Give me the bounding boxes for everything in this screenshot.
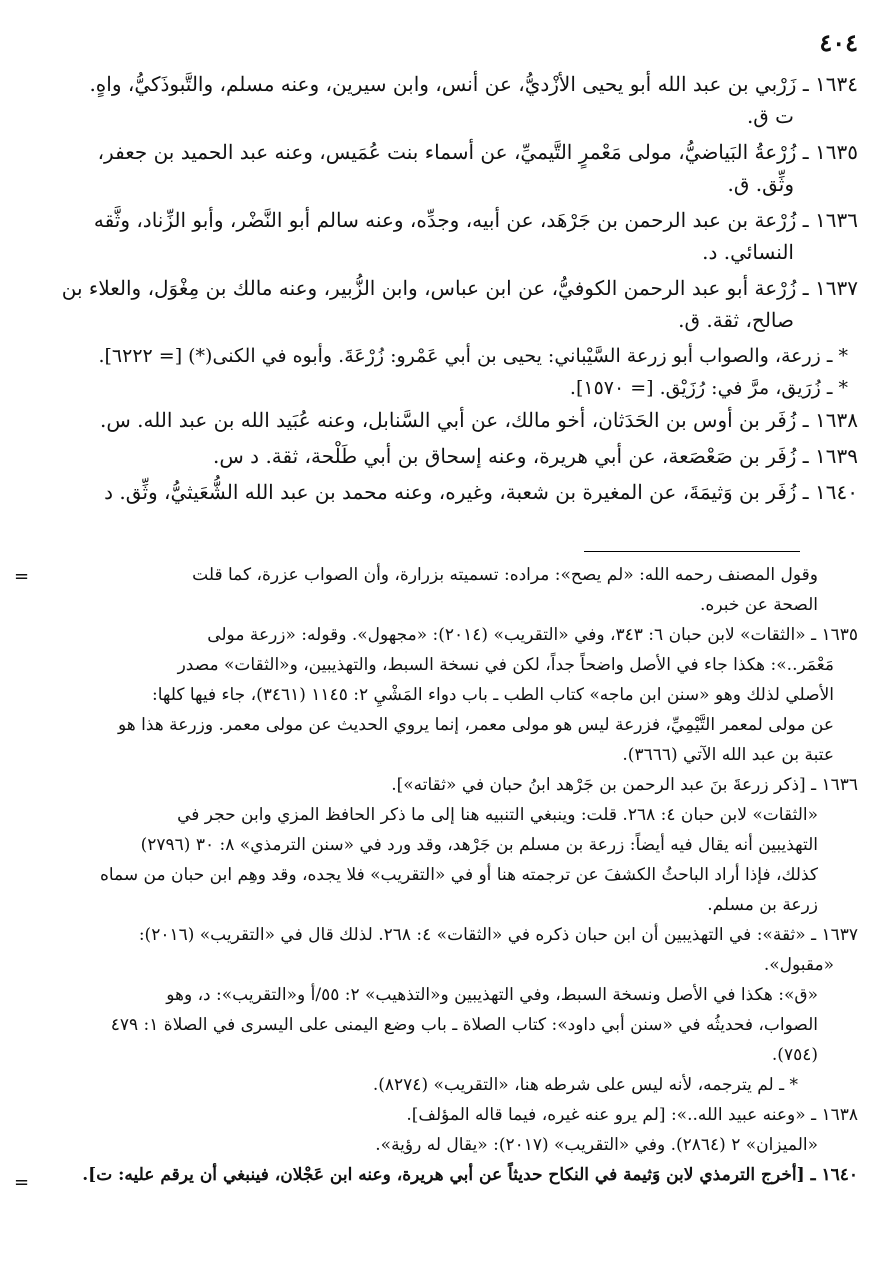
entry-1637 xyxy=(22,272,858,336)
entry-line-cont: وثِّق. ق. xyxy=(727,172,794,196)
entry-line-cont: صالح، ثقة. ق. xyxy=(678,308,794,332)
footnote-1637 xyxy=(22,920,858,980)
footnote-1636 xyxy=(22,800,858,920)
entry-1635 xyxy=(22,136,858,200)
entry-line: ١٦٣٤ ـ زَرْبي بن عبد الله أبو يحيى الأزْديُّ، عن أنس، وابن سيرين، وعنه مسلم، والتَّبوذَكيُّ، واهٍ. xyxy=(89,72,858,96)
page-number: ٤٠٤ xyxy=(819,28,858,57)
footnote-line: عتبة بن عبد الله الآتي (٣٦٦٦). xyxy=(622,745,834,765)
footnote-line: الصحة عن خبره. xyxy=(700,595,818,615)
footnote-1635 xyxy=(22,620,858,770)
entry-line-cont: ت ق. xyxy=(746,104,794,128)
footnote-line: (٧٥٤). xyxy=(771,1045,818,1065)
footnote-line: مَعْمَر..»: هكذا جاء في الأصل واضحاً جداً، لكن في نسخة السبط، والتهذيبين، و«الثقات» مصدر xyxy=(177,655,834,675)
footnote-1638: «الميزان» ٢ (٢٨٦٤). وفي «التقريب» (٢٠١٧): «يقال له رؤية». xyxy=(375,1135,818,1155)
entry-line-cont: النسائي. د. xyxy=(702,240,794,264)
footnote-line: ١٦٣٥ ـ «الثقات» لابن حبان ٦: ٣٤٣، وفي «التقريب» (٢٠١٤): «مجهول». وقوله: «زرعة مولى xyxy=(207,625,858,645)
entry-line: ١٦٣٥ ـ زُرْعةُ البَياضيُّ، مولى مَعْمرٍ التَّيميِّ، عن أسماء بنت عُمَيس، وعنه عبد الحميد بن جعفر، xyxy=(97,140,858,164)
footnote-line: «ق»: هكذا في الأصل ونسخة السبط، وفي التهذيبين و«التذهيب» ٢: ٥٥/أ و«التقريب»: د، وهو xyxy=(166,985,818,1005)
footnote-line: الصواب، فحديثُه في «سنن أبي داود»: كتاب الصلاة ـ باب وضع اليمنى على اليسرى في الصلاة ١: ٤٧٩ xyxy=(110,1015,818,1035)
footnote-star: * ـ لم يترجمه، لأنه ليس على شرطه هنا، «التقريب» (٨٢٧٤). xyxy=(372,1075,798,1095)
footnote-line: «الثقات» لابن حبان ٤: ٢٦٨. قلت: وينبغي التنبيه هنا إلى ما ذكر الحافظ المزي وابن حجر في xyxy=(177,805,818,825)
entry-1639: ١٦٣٩ ـ زُفَر بن صَعْصَعة، عن أبي هريرة، وعنه إسحاق بن أبي طَلْحة، ثقة. د س. xyxy=(213,444,858,468)
entry-line: ١٦٣٦ ـ زُرْعة بن عبد الرحمن بن جَرْهَد، عن أبيه، وجدِّه، وعنه سالم أبو النَّضْر، وأبو الزِّناد، وثَّقه xyxy=(93,208,858,232)
footnote-line: الأصلي لذلك وهو «سنن ابن ماجه» كتاب الطب ـ باب دواء المَشْيِ ٢: ١١٤٥ (٣٤٦١)، جاء فيها كلها: xyxy=(151,685,834,705)
footnote-line: وقول المصنف رحمه الله: «لم يصح»: مراده: تسميته بزرارة، وأن الصواب عزرة، كما قلت xyxy=(192,565,818,585)
entry-1638: ١٦٣٨ ـ زُفَر بن أوس بن الحَدَثان، أخو مالك، عن أبي السَّنابل، وعنه عُبَيد الله بن عبد الله. س. xyxy=(99,408,858,432)
continuation-mark-end: = xyxy=(14,1172,30,1193)
footnote-line: ١٦٣٧ ـ «ثقة»: في التهذيبين أن ابن حبان ذكره في «الثقات» ٤: ٢٦٨. لذلك قال في «التقريب» (٢٠١٦): xyxy=(138,925,858,945)
footnote-1638-heading: ١٦٣٨ ـ «وعنه عبيد الله..»: [لم يرو عنه غيره، فيما قاله المؤلف]. xyxy=(406,1105,858,1125)
footnote-1640: ١٦٤٠ ـ [أخرج الترمذي لابن وَثيمة في النكاح حديثاً عن أبي هريرة، وعنه ابن عَجْلان، فينبغي أن يرقم عليه: ت]. xyxy=(82,1165,858,1185)
footnote-intro xyxy=(22,560,858,620)
footnotes xyxy=(22,560,858,1190)
footnote-1636-heading: ١٦٣٦ ـ [ذكر زرعةَ بنَ عبد الرحمن بن جَرْهد ابنُ حبان في «ثقاته»]. xyxy=(391,775,858,795)
star-note-zurah: * ـ زرعة، والصواب أبو زرعة السَّيْباني: يحيى بن أبي عَمْرو: زُرْعَةَ. وأبوه في الكنى(*) [= ٦٢٢٢]. xyxy=(98,345,848,367)
footnote-qaf xyxy=(22,980,858,1070)
main-text xyxy=(22,68,858,512)
footnote-line: التهذيبين أنه يقال فيه أيضاً: زرعة بن مسلم بن جَرْهد، وقد ورد في «سنن الترمذي» ٨: ٣٠ (٢٧٩٦) xyxy=(140,835,818,855)
footnote-line: زرعة بن مسلم. xyxy=(707,895,818,915)
footnote-line: «مقبول». xyxy=(763,955,834,975)
entry-1636 xyxy=(22,204,858,268)
star-note-zurayq: * ـ زُرَيق، مرَّ في: رُزَيْق. [= ١٥٧٠]. xyxy=(569,377,848,399)
entry-1640: ١٦٤٠ ـ زُفَر بن وَثيمَةَ، عن المغيرة بن شعبة، وغيره، وعنه محمد بن عبد الله الشُّعَيثيُّ، وثِّق. د xyxy=(104,480,858,504)
entry-1634 xyxy=(22,68,858,132)
footnote-line: كذلك، فإذا أراد الباحثُ الكشفَ عن ترجمته هنا أو في «التقريب» فلا يجده، وقد وهِم ابن حبان من سماه xyxy=(99,865,818,885)
footnote-line: عن مولى لمعمر التَّيْمِيِّ، فزرعة ليس هو مولى معمر، إنما يروي الحديث عن مولى معمر. وزرعة هذا هو xyxy=(118,715,834,735)
footnote-divider xyxy=(584,551,800,552)
continuation-mark: = xyxy=(14,566,30,587)
entry-line: ١٦٣٧ ـ زُرْعة أبو عبد الرحمن الكوفيُّ، عن ابن عباس، وابن الزُّبير، وعنه مالك بن مِغْوَل، والعلاء بن xyxy=(61,276,858,300)
